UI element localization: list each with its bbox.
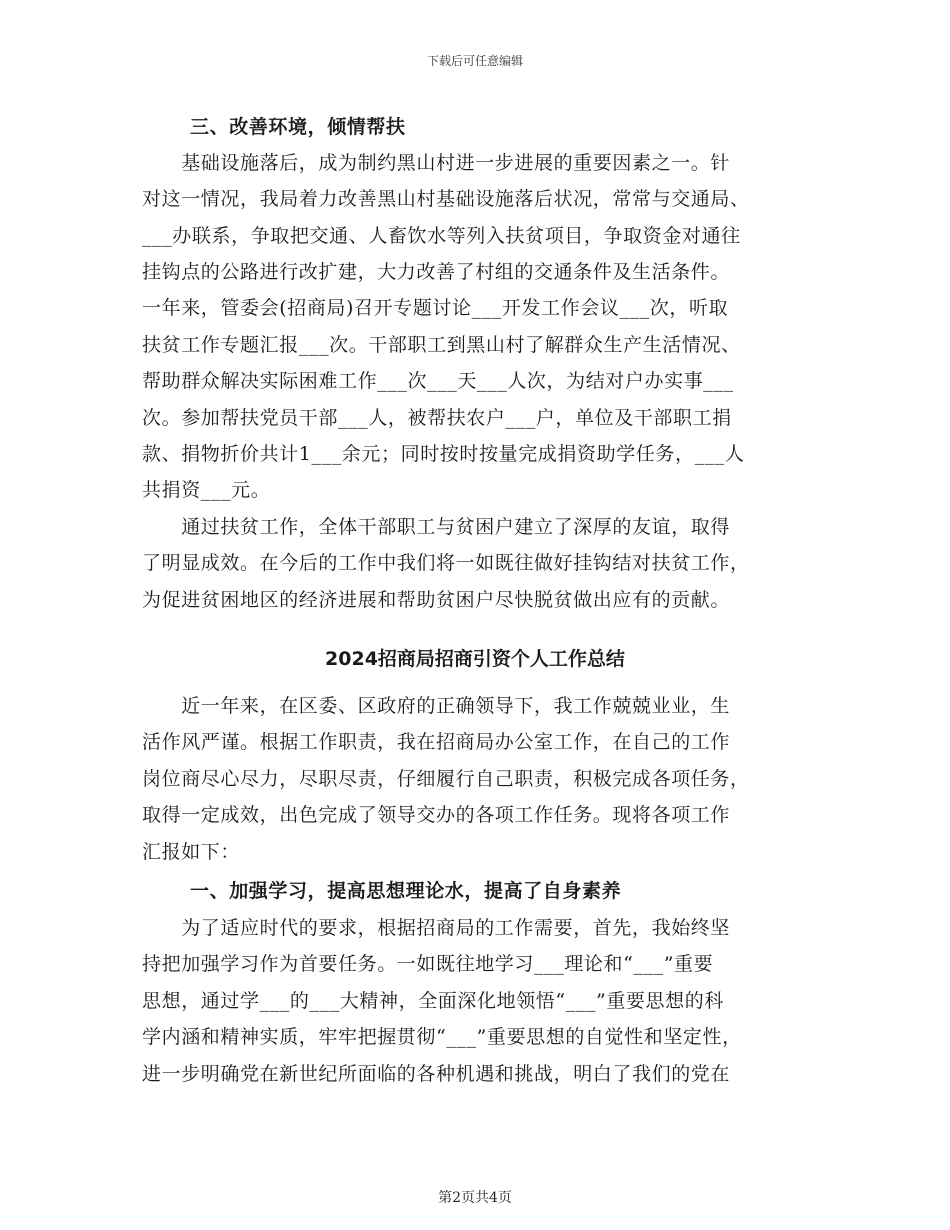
paragraph-line: 次。参加帮扶党员干部___人，被帮扶农户___户，单位及干部职工捐 (142, 407, 732, 429)
section-heading: 三、改善环境，倾情帮扶 (190, 116, 406, 138)
paragraph-line: 为了适应时代的要求，根据招商局的工作需要，首先，我始终坚 (142, 917, 731, 939)
paragraph-line: 进一步明确党在新世纪所面临的各种机遇和挑战，明白了我们的党在 (142, 1063, 731, 1085)
paragraph-line: 持把加强学习作为首要任务。一如既往地学习___理论和“___”重要 (142, 953, 714, 975)
paragraph-line: 为促进贫困地区的经济进展和帮助贫困户尽快脱贫做出应有的贡献。 (142, 589, 731, 611)
paragraph-line: 对这一情况，我局着力改善黑山村基础设施落后状况，常常与交通局、 (142, 188, 750, 210)
paragraph-line: 一年来，管委会(招商局)召开专题讨论___开发工作会议___次，听取 (142, 297, 729, 319)
paragraph-line: 活作风严谨。根据工作职责，我在招商局办公室工作，在自己的工作 (142, 731, 731, 753)
paragraph-line: 汇报如下： (142, 841, 241, 863)
paragraph-line: 扶贫工作专题汇报___次。干部职工到黑山村了解群众生产生活情况、 (142, 334, 741, 356)
paragraph-line: ___办联系，争取把交通、人畜饮水等列入扶贫项目，争取资金对通往 (142, 225, 741, 247)
paragraph-line: 挂钩点的公路进行改扩建，大力改善了村组的交通条件及生活条件。 (142, 261, 731, 283)
paragraph-line: 通过扶贫工作，全体干部职工与贫困户建立了深厚的友谊，取得 (142, 516, 731, 538)
paragraph-line: 帮助群众解决实际困难工作___次___天___人次，为结对户办实事___ (142, 370, 734, 392)
paragraph-line: 取得一定成效，出色完成了领导交办的各项工作任务。现将各项工作 (142, 804, 731, 826)
paragraph-line: 了明显成效。在今后的工作中我们将一如既往做好挂钩结对扶贫工作， (142, 552, 750, 574)
article-title: 2024招商局招商引资个人工作总结 (325, 648, 625, 670)
paragraph-line: 共捐资___元。 (142, 479, 271, 501)
paragraph-line: 学内涵和精神实质，牢牢把握贯彻“___”重要思想的自觉性和坚定性， (142, 1026, 742, 1048)
paragraph-line: 思想，通过学___的___大精神，全面深化地领悟“___”重要思想的科 (142, 990, 724, 1012)
page-number: 第2页共4页 (438, 1190, 512, 1206)
paragraph-line: 近一年来，在区委、区政府的正确领导下，我工作兢兢业业，生 (142, 695, 731, 717)
paragraph-line: 款、捐物折价共计1___余元；同时按时按量完成捐资助学任务，___人 (142, 443, 745, 465)
paragraph-line: 基础设施落后，成为制约黑山村进一步进展的重要因素之一。针 (142, 152, 731, 174)
section-heading: 一、加强学习，提高思想理论水，提高了自身素养 (190, 880, 622, 902)
header-note: 下载后可任意编辑 (426, 54, 523, 68)
paragraph-line: 岗位商尽心尽力，尽职尽责，仔细履行自己职责，积极完成各项任务， (142, 768, 750, 790)
